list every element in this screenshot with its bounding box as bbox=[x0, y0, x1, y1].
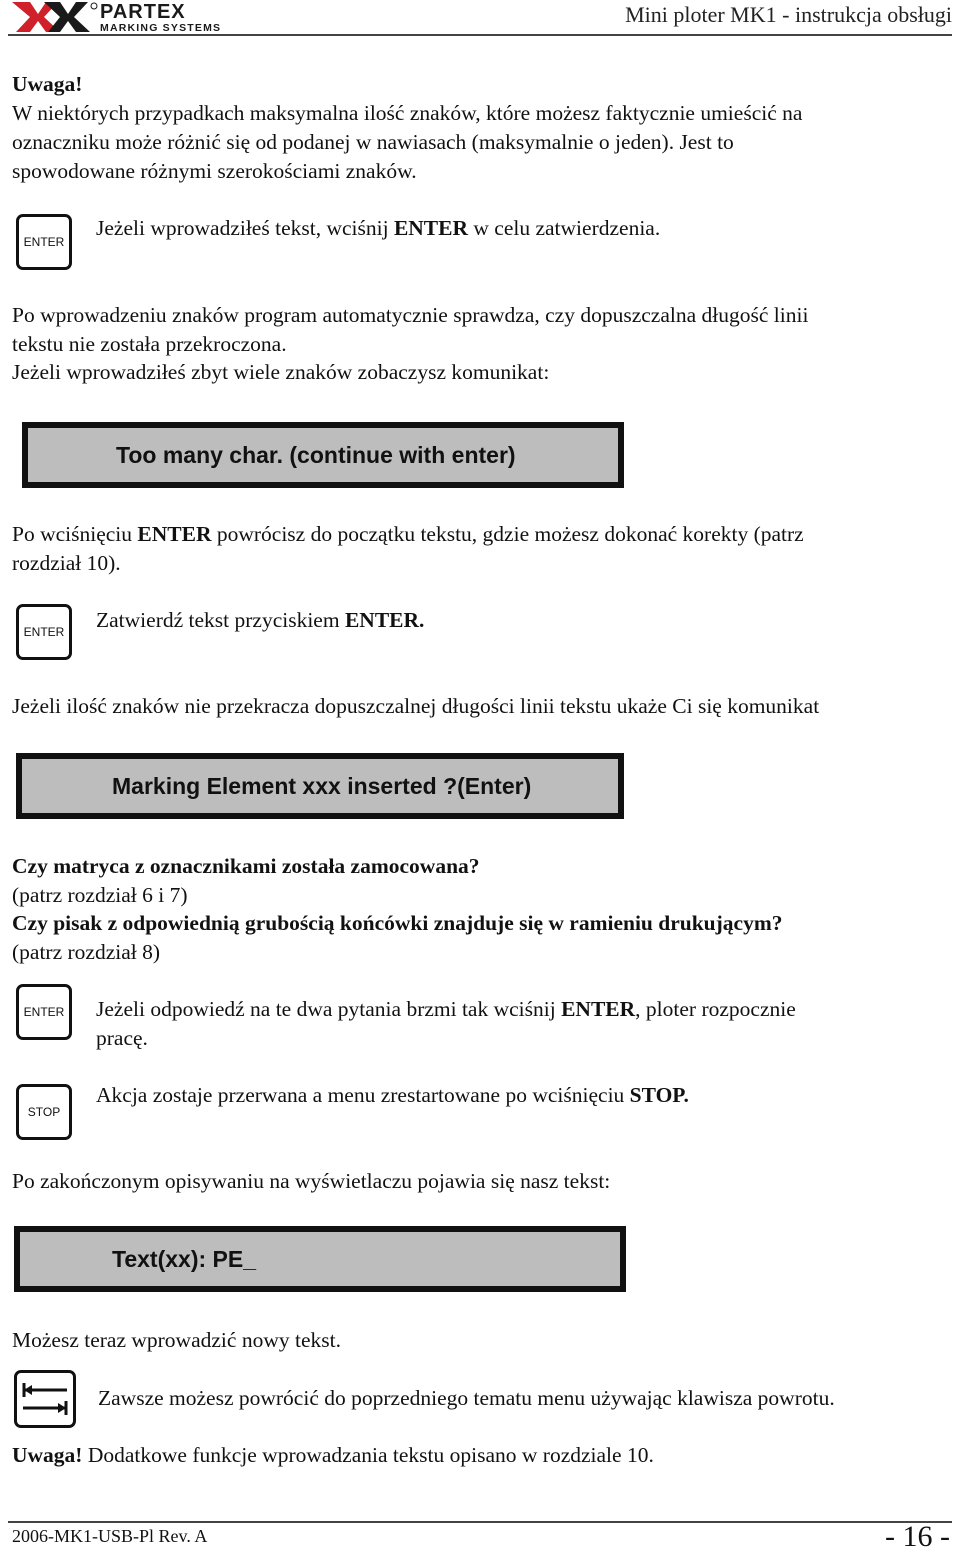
question-2: Czy pisak z odpowiednią grubością końcówki znajduje się w ramieniu drukującym? bbox=[12, 911, 783, 935]
question-2-ref: (patrz rozdział 8) bbox=[12, 940, 161, 964]
warning-label: Uwaga! bbox=[12, 72, 83, 96]
enter-key-label: ENTER bbox=[23, 1005, 65, 1019]
check-line-2: tekstu nie została przekroczona. bbox=[12, 332, 287, 356]
note-bold: Uwaga! bbox=[12, 1443, 83, 1467]
confirm-bold: ENTER. bbox=[344, 608, 425, 632]
warning-line-1: W niektórych przypadkach maksymalna ilość znaków, które możesz faktycznie umieścić na bbox=[12, 101, 803, 125]
stop-key-label: STOP bbox=[27, 1105, 61, 1119]
logo-tagline: MARKING SYSTEMS bbox=[100, 22, 222, 34]
footer-divider bbox=[8, 1521, 952, 1523]
answer-post: , ploter rozpocznie bbox=[635, 997, 796, 1021]
return-key-icon bbox=[14, 1370, 76, 1428]
warning-line-3: spowodowane różnymi szerokościami znaków. bbox=[12, 159, 417, 183]
enter-key-label: ENTER bbox=[23, 235, 65, 249]
enter-key-icon bbox=[16, 984, 72, 1040]
step-enter-text bbox=[96, 214, 660, 243]
step-enter-pre: Jeżeli wprowadziłeś tekst, wciśnij bbox=[96, 216, 394, 240]
partex-logo-icon bbox=[8, 0, 240, 34]
lcd-inserted-text: Marking Element xxx inserted ?(Enter) bbox=[112, 772, 532, 799]
note-line bbox=[12, 1441, 654, 1470]
question-1-ref: (patrz rozdział 6 i 7) bbox=[12, 883, 188, 907]
enter-key-icon bbox=[16, 214, 72, 270]
answer-line-1 bbox=[96, 995, 796, 1024]
confirm-pre: Zatwierdź tekst przyciskiem bbox=[96, 608, 345, 632]
lcd-too-many-text: Too many char. (continue with enter) bbox=[116, 441, 516, 468]
header-divider bbox=[8, 34, 952, 36]
question-1: Czy matryca z oznacznikami została zamocowana? bbox=[12, 854, 480, 878]
stop-pre: Akcja zostaje przerwana a menu zrestartowane po wciśnięciu bbox=[96, 1083, 630, 1107]
logo-brand: PARTEX bbox=[100, 1, 186, 23]
enter-key-label: ENTER bbox=[23, 625, 65, 639]
answer-pre: Jeżeli odpowiedź na te dwa pytania brzmi tak wciśnij bbox=[96, 997, 562, 1021]
lcd-text-value: Text(xx): PE_ bbox=[112, 1245, 257, 1272]
check-line-1: Po wprowadzeniu znaków program automatycznie sprawdza, czy dopuszczalna długość linii bbox=[12, 303, 809, 327]
after-enter-post: powrócisz do początku tekstu, gdzie możesz dokonać korekty (patrz bbox=[211, 522, 804, 546]
answer-bold: ENTER bbox=[561, 997, 636, 1021]
ok-line: Jeżeli ilość znaków nie przekracza dopuszczalnej długości linii tekstu ukaże Ci się komunikat bbox=[12, 694, 820, 718]
confirm-text bbox=[96, 606, 424, 635]
stop-key-icon bbox=[16, 1084, 72, 1140]
document-title: Mini ploter MK1 - instrukcja obsługi bbox=[625, 2, 952, 27]
note-post: Dodatkowe funkcje wprowadzania tekstu opisano w rozdziale 10. bbox=[82, 1443, 654, 1467]
after-enter-line-2: rozdział 10). bbox=[12, 551, 121, 575]
after-enter-bold: ENTER bbox=[137, 522, 212, 546]
after-enter-pre: Po wciśnięciu bbox=[12, 522, 138, 546]
step-enter-post: w celu zatwierdzenia. bbox=[468, 216, 661, 240]
warning-line-2: oznaczniku może różnić się od podanej w nawiasach (maksymalnie o jeden). Jest to bbox=[12, 130, 734, 154]
footer-doc-code: 2006-MK1-USB-Pl Rev. A bbox=[12, 1526, 208, 1546]
answer-line-2: pracę. bbox=[96, 1026, 148, 1050]
page-number: - 16 - bbox=[885, 1520, 950, 1553]
check-line-3: Jeżeli wprowadziłeś zbyt wiele znaków zobaczysz komunikat: bbox=[12, 360, 550, 384]
lcd-text-display bbox=[14, 1226, 626, 1292]
after-enter-line-1 bbox=[12, 520, 804, 549]
new-text-line: Możesz teraz wprowadzić nowy tekst. bbox=[12, 1328, 341, 1352]
enter-key-icon bbox=[16, 604, 72, 660]
stop-bold: STOP. bbox=[629, 1083, 689, 1107]
back-line: Zawsze możesz powrócić do poprzedniego tematu menu używając klawisza powrotu. bbox=[98, 1386, 835, 1410]
step-enter-bold: ENTER bbox=[393, 216, 469, 240]
finish-line: Po zakończonym opisywaniu na wyświetlaczu pojawia się nasz tekst: bbox=[12, 1169, 611, 1193]
stop-line bbox=[96, 1081, 689, 1110]
lcd-element-inserted bbox=[16, 753, 624, 819]
lcd-too-many-chars bbox=[22, 422, 624, 488]
